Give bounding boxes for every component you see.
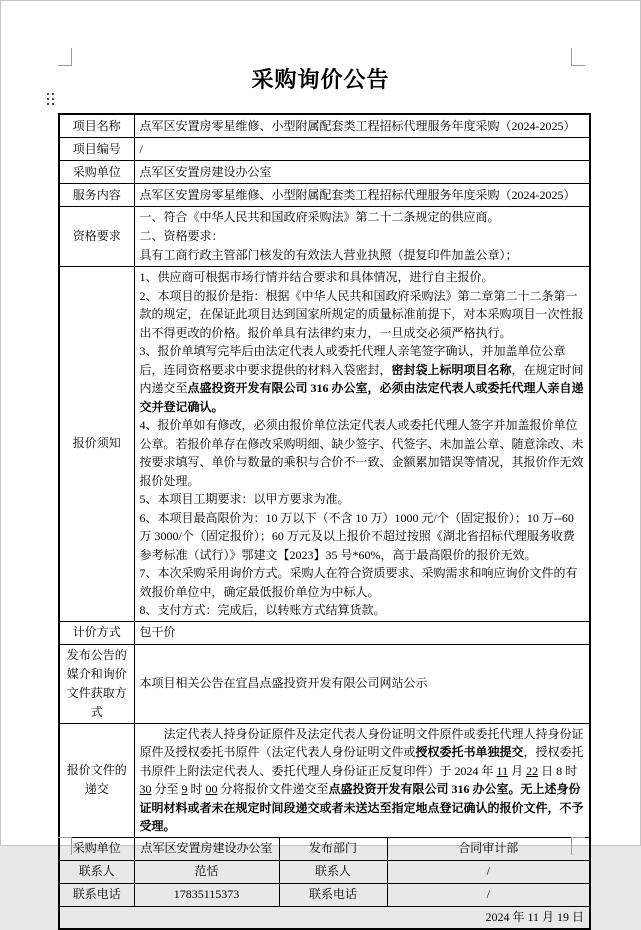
table-row-contact-phone: [59, 883, 590, 906]
announcement-media-label: 发布公告的媒介和询价文件获取方式: [59, 644, 134, 723]
crop-mark-bottom-right: [571, 837, 585, 855]
table-row-qualification: [59, 207, 590, 267]
submission-label: 报价文件的递交: [59, 723, 134, 837]
issuing-dept-label: 发布部门: [279, 837, 387, 860]
table-move-handle[interactable]: [47, 93, 54, 105]
contact-person-label: 联系人: [59, 860, 134, 883]
purchasing-unit-label: 采购单位: [59, 161, 134, 184]
contact-phone-label: 联系电话: [59, 883, 134, 906]
table-row-pricing-method: [59, 621, 590, 644]
contact-person2-label: 联系人: [279, 860, 387, 883]
table-row-contact-person: [59, 860, 590, 883]
table-row-contact-unit: [59, 837, 590, 860]
project-number-value: /: [134, 138, 590, 161]
page-title: 采购询价公告: [251, 67, 390, 92]
table-row-submission: [59, 723, 590, 837]
project-name-label: 项目名称: [59, 114, 134, 138]
pricing-method-value: 包干价: [134, 621, 590, 644]
project-number-label: 项目编号: [59, 138, 134, 161]
table-row-date: [59, 906, 590, 929]
table-row-quote-notice: [59, 267, 590, 622]
contact-person2-value: /: [387, 860, 590, 883]
contact-person-value: 范恬: [134, 860, 279, 883]
announcement-media-value: 本项目相关公告在宜昌点盛投资开发有限公司网站公示: [134, 644, 590, 723]
table-row-project-number: [59, 138, 590, 161]
contact-unit-label: 采购单位: [59, 837, 134, 860]
contact-phone2-label: 联系电话: [279, 883, 387, 906]
table-row-service-content: [59, 184, 590, 207]
crop-mark-bottom-left: [58, 837, 72, 855]
submission-value: 法定代表人持身份证原件及法定代表人身份证明文件原件或委托代理人持身份证原件及授权委托书原件（法定代表人身份证明文件或授权委托书单独提交，授权委托书原件上附法定代表人、委托代理人身份证正反复印件）于 2024 年 11 月 22 日 8 时 30 分至 9 时 00 分将报价文件递交至点盛投资开发有限公司 316 办公室。无上述身份证明材料或者未在规定时间段递交或者未送达至指定地点登记确认的报价文件，不予受理。: [134, 723, 590, 837]
service-content-value: 点军区安置房零星维修、小型附属配套类工程招标代理服务年度采购（2024-2025）: [134, 184, 590, 207]
contact-phone2-value: /: [387, 883, 590, 906]
table-row-purchasing-unit: [59, 161, 590, 184]
quote-notice-value: 1、供应商可根据市场行情并结合要求和具体情况，进行自主报价。 2、本项目的报价是指：根据《中华人民共和国政府采购法》第二章第二十二条第一款的规定，在保证此项目达到国家所规定的质量标准前提下，对本采购项目一次性报出不得更改的价格。报价单具有法律约束力，一旦成交必须严格执行。 3、报价单填写完毕后由法定代表人或委托代理人亲笔签字确认，并加盖单位公章后，连同资格要求中要求提供的材料入袋密封，密封袋上标明项目名称，在规定时间内递交至点盛投资开发有限公司 316 办公室，必须由法定代表人或委托代理人亲自递交并登记确认。 4、报价单如有修改，必须由报价单位法定代表人或委托代理人签字并加盖报价单位公章。若报价单存在修改采购明细、缺少签字、代签字、未加盖公章、随意涂改、未按要求填写、单价与数量的乘积与合价不一致、金额累加错误等情况，其报价作无效报价处理。 5、本项目工期要求：以甲方要求为准。 6、本项目最高限价为：10 万以下（不含 10 万）1000 元/个（固定报价）；10 万--60 万 3000/个（固定报价）；60 万元及以上报价不超过按照《湖北省招标代理服务收费参考标准（试行）》鄂建文【2023】35 号*60%，高于最高限价的报价无效。 7、本次采购采用询价方式。采购人在符合资质要求、采购需求和响应询价文件的有效报价单位中，确定最低报价单位为中标人。 8、支付方式：完成后，以转账方式结算货款。: [134, 267, 590, 622]
crop-mark-top-right: [571, 48, 585, 66]
crop-mark-top-left: [58, 48, 72, 66]
purchasing-unit-value: 点军区安置房建设办公室: [134, 161, 590, 184]
contact-phone-value: 17835115373: [134, 883, 279, 906]
issuing-dept-value: 合同审计部: [387, 837, 590, 860]
qualification-label: 资格要求: [59, 207, 134, 267]
announcement-table: [58, 113, 591, 930]
announcement-date: 2024 年 11 月 19 日: [59, 906, 590, 929]
service-content-label: 服务内容: [59, 184, 134, 207]
quote-notice-label: 报价须知: [59, 267, 134, 622]
table-row-project-name: [59, 114, 590, 138]
project-name-value: 点军区安置房零星维修、小型附属配套类工程招标代理服务年度采购（2024-2025）: [134, 114, 590, 138]
table-row-announcement-media: [59, 644, 590, 723]
qualification-value: 一、符合《中华人民共和国政府采购法》第二十二条规定的供应商。 二、资格要求： 具有工商行政主管部门核发的有效法人营业执照（提复印件加盖公章）；: [134, 207, 590, 267]
pricing-method-label: 计价方式: [59, 621, 134, 644]
contact-unit-value: 点军区安置房建设办公室: [134, 837, 279, 860]
